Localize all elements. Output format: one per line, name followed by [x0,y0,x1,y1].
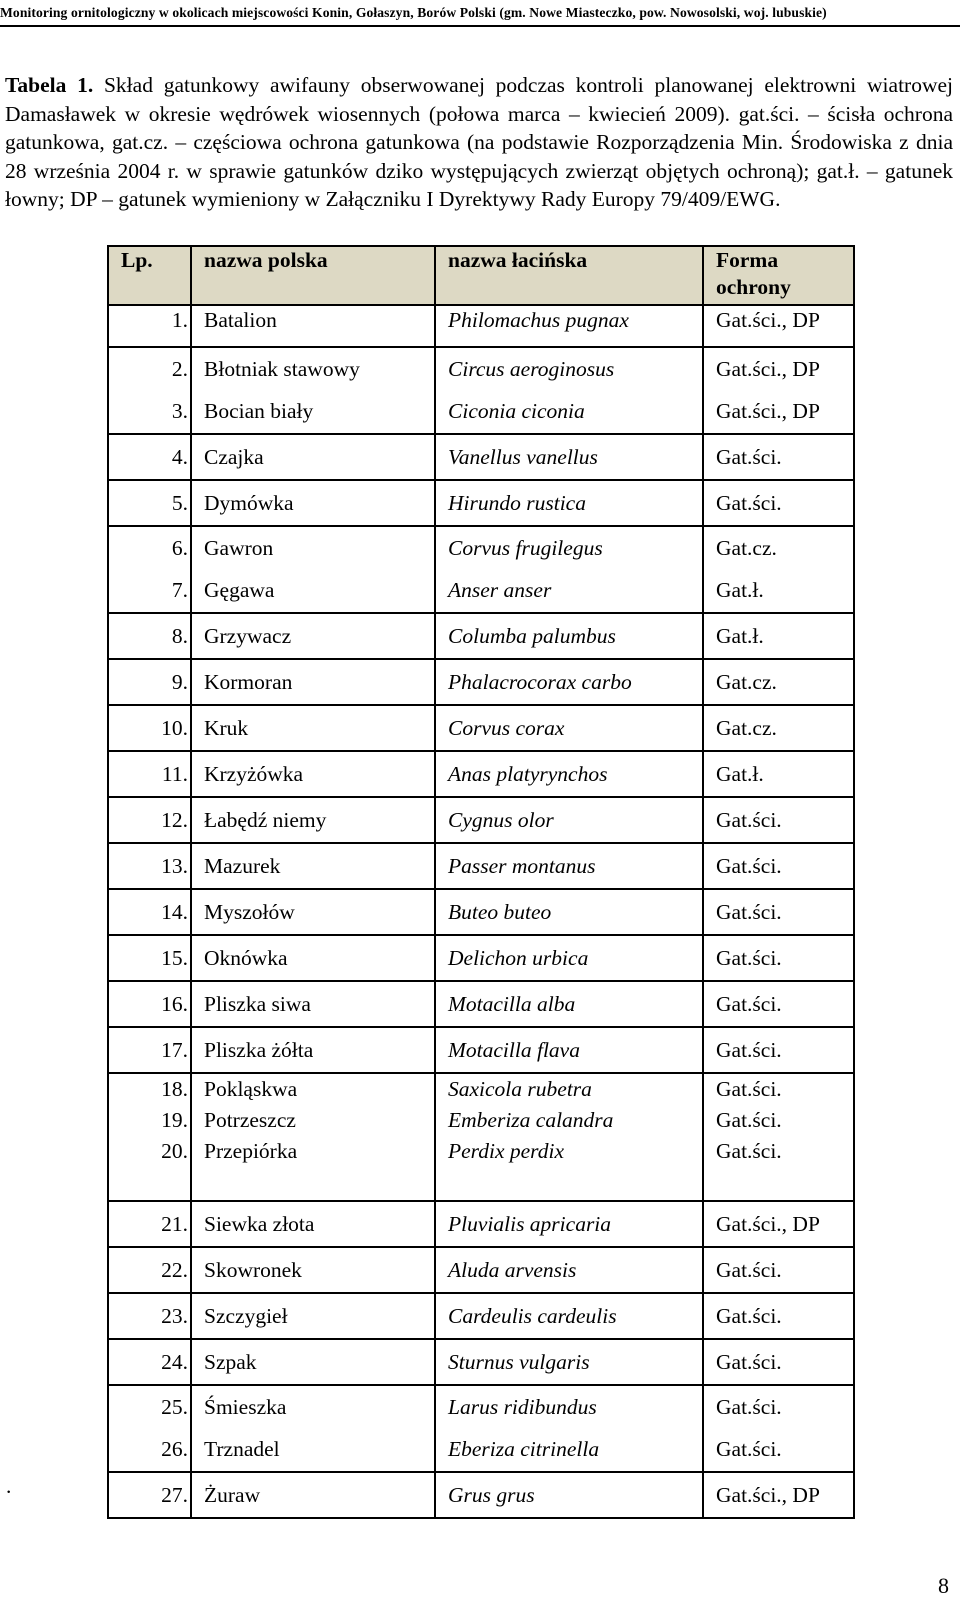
cell-latin-name-line: Grus grus [448,1483,535,1507]
cell-polish-name-line: Bocian biały [204,399,314,423]
table-row [108,480,854,526]
cell-latin-name-line: Pluvialis apricaria [448,1212,612,1236]
cell-lp [108,434,191,480]
cell-lp-line: 13. [161,854,188,878]
cell-lp-line: 19. [161,1108,188,1132]
cell-polish-name-line: Czajka [204,445,264,469]
cell-lp [108,1073,191,1201]
cell-polish-name [191,751,435,797]
cell-polish-name [191,1293,435,1339]
cell-protection [703,1385,854,1472]
species-table [107,245,855,1519]
cell-polish-name-line: Szczygieł [204,1304,288,1328]
table-row [108,305,854,347]
cell-latin-name [435,751,703,797]
cell-lp-line: 11. [161,762,188,786]
cell-lp-line: 1. [171,308,188,332]
cell-lp-line: 9. [171,670,188,694]
cell-protection-line: Gat.ści. [716,900,782,924]
cell-lp-line: 15. [161,946,188,970]
table-row [108,1201,854,1247]
table-row [108,1385,854,1472]
cell-latin-name [435,705,703,751]
cell-protection-line: Gat.ł. [716,762,764,786]
header-protection-line2: ochrony [716,275,791,299]
cell-polish-name-line: Potrzeszcz [204,1108,296,1132]
cell-lp-line: 24. [161,1350,188,1374]
running-head: Monitoring ornitologiczny w okolicach miejscowości Konin, Gołaszyn, Borów Polski (gm. Nowe Miasteczko, pow. Nowosolski, woj. lubuskie) [0,5,827,20]
cell-lp-line: 3. [171,399,188,423]
table-row [108,1247,854,1293]
cell-latin-name [435,305,703,347]
page-number: 8 [938,1573,949,1598]
cell-protection-line: Gat.ści. [716,491,782,515]
cell-latin-name [435,526,703,613]
cell-protection-line: Gat.cz. [716,670,777,694]
cell-polish-name [191,305,435,347]
header-polish-name: nazwa polska [191,246,435,305]
cell-polish-name-line: Śmieszka [204,1395,287,1419]
cell-protection [703,1472,854,1518]
table-row [108,1472,854,1518]
cell-lp [108,526,191,613]
table-row [108,526,854,613]
cell-latin-name [435,1293,703,1339]
cell-lp [108,705,191,751]
cell-protection [703,305,854,347]
cell-latin-name-line: Passer montanus [448,854,596,878]
cell-polish-name [191,935,435,981]
cell-polish-name-line: Skowronek [204,1258,302,1282]
cell-lp [108,889,191,935]
cell-polish-name [191,659,435,705]
cell-lp [108,613,191,659]
cell-latin-name-line: Emberiza calandra [448,1108,614,1132]
cell-polish-name [191,613,435,659]
cell-lp-line: 8. [171,624,188,648]
cell-polish-name [191,434,435,480]
cell-polish-name [191,1472,435,1518]
cell-protection-line: Gat.ści., DP [716,1212,820,1236]
cell-protection-line: Gat.ści. [716,1038,782,1062]
cell-latin-name [435,347,703,434]
cell-lp-line: 2. [171,357,188,381]
cell-lp-line: 12. [161,808,188,832]
cell-protection-line: Gat.ści. [716,1395,782,1419]
cell-lp [108,347,191,434]
cell-latin-name [435,981,703,1027]
table-row [108,843,854,889]
cell-protection-line: Gat.ł. [716,624,764,648]
cell-polish-name-line: Pliszka siwa [204,992,311,1016]
table-row [108,935,854,981]
cell-latin-name-line: Buteo buteo [448,900,552,924]
cell-protection [703,1247,854,1293]
cell-polish-name-line: Oknówka [204,946,288,970]
cell-protection-line: Gat.ści. [716,445,782,469]
cell-lp-line: 26. [161,1437,188,1461]
cell-lp [108,1385,191,1472]
cell-protection [703,889,854,935]
header-latin-name: nazwa łacińska [435,246,703,305]
table-header-row [108,246,854,305]
cell-polish-name-line: Myszołów [204,900,295,924]
cell-polish-name [191,347,435,434]
cell-polish-name [191,843,435,889]
cell-latin-name [435,434,703,480]
cell-protection-line: Gat.ści. [716,1139,782,1163]
cell-protection [703,659,854,705]
cell-protection [703,1073,854,1201]
cell-protection-line: Gat.ści. [716,1350,782,1374]
cell-latin-name [435,480,703,526]
cell-lp [108,797,191,843]
cell-latin-name [435,1027,703,1073]
cell-lp [108,1247,191,1293]
cell-protection [703,1027,854,1073]
cell-lp [108,1027,191,1073]
header-protection [703,246,854,305]
cell-polish-name-line: Mazurek [204,854,281,878]
cell-lp [108,480,191,526]
table-row [108,1027,854,1073]
cell-lp [108,1472,191,1518]
cell-polish-name-line: Dymówka [204,491,294,515]
table-row [108,613,854,659]
cell-protection [703,751,854,797]
cell-latin-name-line: Philomachus pugnax [448,308,629,332]
table-row [108,981,854,1027]
cell-protection-line: Gat.cz. [716,536,777,560]
cell-polish-name [191,1247,435,1293]
cell-latin-name [435,935,703,981]
cell-protection [703,347,854,434]
cell-latin-name-line: Eberiza citrinella [448,1437,600,1461]
cell-latin-name [435,1472,703,1518]
cell-latin-name-line: Motacilla alba [448,992,576,1016]
cell-protection-line: Gat.ści. [716,1108,782,1132]
table-row [108,659,854,705]
cell-lp-line: 17. [161,1038,188,1062]
cell-lp [108,1201,191,1247]
cell-latin-name [435,1073,703,1201]
cell-protection-line: Gat.ści. [716,1437,782,1461]
cell-polish-name [191,981,435,1027]
table-row [108,889,854,935]
cell-lp-line: 21. [161,1212,188,1236]
cell-polish-name [191,889,435,935]
cell-polish-name [191,797,435,843]
cell-protection-line: Gat.ści., DP [716,1483,820,1507]
cell-protection-line: Gat.ł. [716,578,764,602]
cell-latin-name [435,1385,703,1472]
cell-latin-name-line: Motacilla flava [448,1038,580,1062]
cell-latin-name-line: Anser anser [448,578,552,602]
cell-polish-name [191,1073,435,1201]
cell-lp [108,659,191,705]
cell-polish-name-line: Gęgawa [204,578,275,602]
cell-protection-line: Gat.ści. [716,1258,782,1282]
cell-latin-name [435,797,703,843]
cell-latin-name-line: Circus aeroginosus [448,357,615,381]
cell-polish-name-line: Przepiórka [204,1139,298,1163]
stray-mark: . [6,1474,12,1498]
cell-polish-name-line: Kormoran [204,670,293,694]
cell-lp-line: 5. [171,491,188,515]
cell-protection-line: Gat.ści. [716,854,782,878]
table-row [108,1339,854,1385]
cell-lp-line: 14. [161,900,188,924]
cell-protection [703,705,854,751]
cell-protection [703,526,854,613]
cell-protection-line: Gat.cz. [716,716,777,740]
cell-protection [703,480,854,526]
cell-lp [108,1293,191,1339]
cell-lp [108,751,191,797]
cell-polish-name-line: Kruk [204,716,249,740]
cell-lp-line: 23. [161,1304,188,1328]
caption-text: Skład gatunkowy awifauny obserwowanej podczas kontroli planowanej elektrowni wiatrowej Damasławek w okresie wędrówek wiosennych (połowa marca – kwiecień 2009). gat.ści. – ścisła ochrona gatunkowa, gat.cz. – częściowa ochrona gatunkowa (na podstawie Rozporządzenia Min. Środowiska z dnia 28 września 2004 r. w sprawie gatunków dziko występujących zwierząt objętych ochroną); gat.ł. – gatunek łowny; DP – gatunek wymieniony w Załączniku I Dyrektywy Rady Europy 79/409/EWG. [5,73,953,211]
cell-lp [108,1339,191,1385]
cell-lp-line: 18. [161,1077,188,1101]
cell-lp [108,935,191,981]
cell-latin-name-line: Phalacrocorax carbo [448,670,632,694]
cell-latin-name-line: Saxicola rubetra [448,1077,592,1101]
cell-protection [703,1339,854,1385]
header-rule [0,25,960,27]
table-caption [5,71,953,214]
cell-polish-name-line: Gawron [204,536,274,560]
cell-latin-name-line: Hirundo rustica [448,491,586,515]
cell-latin-name-line: Columba palumbus [448,624,616,648]
cell-latin-name-line: Sturnus vulgaris [448,1350,590,1374]
cell-lp [108,981,191,1027]
cell-polish-name-line: Siewka złota [204,1212,315,1236]
cell-protection [703,843,854,889]
cell-latin-name [435,1247,703,1293]
species-table-body [108,305,854,1518]
cell-lp-line: 7. [171,578,188,602]
cell-lp-line: 22. [161,1258,188,1282]
cell-protection-line: Gat.ści. [716,1304,782,1328]
cell-lp-line: 20. [161,1139,188,1163]
cell-polish-name-line: Krzyżówka [204,762,304,786]
header-lp: Lp. [108,246,191,305]
cell-latin-name-line: Cygnus olor [448,808,554,832]
cell-lp-line: 6. [171,536,188,560]
table-row [108,797,854,843]
caption-lead: Tabela 1. [5,73,94,97]
cell-polish-name-line: Batalion [204,308,277,332]
cell-lp [108,305,191,347]
cell-polish-name-line: Grzywacz [204,624,292,648]
cell-polish-name-line: Pliszka żółta [204,1038,314,1062]
cell-polish-name [191,1027,435,1073]
cell-polish-name [191,526,435,613]
cell-protection [703,981,854,1027]
cell-latin-name-line: Vanellus vanellus [448,445,598,469]
table-row [108,1293,854,1339]
table-row [108,751,854,797]
cell-protection [703,935,854,981]
cell-lp-line: 27. [161,1483,188,1507]
cell-latin-name-line: Aluda arvensis [448,1258,577,1282]
cell-lp-line: 10. [161,716,188,740]
cell-polish-name-line: Żuraw [204,1483,261,1507]
cell-protection-line: Gat.ści., DP [716,357,820,381]
cell-latin-name [435,613,703,659]
cell-polish-name-line: Łabędź niemy [204,808,327,832]
table-row [108,434,854,480]
cell-protection-line: Gat.ści., DP [716,399,820,423]
cell-latin-name [435,1339,703,1385]
cell-protection-line: Gat.ści. [716,946,782,970]
cell-polish-name-line: Trznadel [204,1437,280,1461]
table-row [108,1073,854,1201]
cell-lp [108,843,191,889]
cell-protection-line: Gat.ści. [716,992,782,1016]
cell-protection-line: Gat.ści. [716,1077,782,1101]
cell-latin-name-line: Cardeulis cardeulis [448,1304,617,1328]
cell-protection [703,797,854,843]
cell-latin-name-line: Anas platyrynchos [448,762,608,786]
cell-latin-name-line: Ciconia ciconia [448,399,585,423]
cell-latin-name [435,889,703,935]
cell-latin-name-line: Perdix perdix [448,1139,565,1163]
header-protection-line1: Forma [716,248,779,272]
table-row [108,347,854,434]
cell-latin-name-line: Delichon urbica [448,946,589,970]
cell-latin-name-line: Larus ridibundus [448,1395,597,1419]
cell-polish-name-line: Pokląskwa [204,1077,298,1101]
cell-lp-line: 16. [161,992,188,1016]
cell-polish-name [191,705,435,751]
cell-polish-name-line: Szpak [204,1350,257,1374]
cell-lp-line: 4. [171,445,188,469]
cell-latin-name [435,659,703,705]
cell-protection-line: Gat.ści., DP [716,308,820,332]
cell-latin-name-line: Corvus corax [448,716,565,740]
cell-polish-name [191,480,435,526]
cell-protection [703,1293,854,1339]
cell-protection [703,1201,854,1247]
cell-polish-name-line: Błotniak stawowy [204,357,360,381]
cell-latin-name [435,843,703,889]
cell-protection [703,613,854,659]
cell-polish-name [191,1201,435,1247]
cell-lp-line: 25. [161,1395,188,1419]
cell-polish-name [191,1385,435,1472]
cell-protection [703,434,854,480]
cell-polish-name [191,1339,435,1385]
table-row [108,705,854,751]
cell-latin-name-line: Corvus frugilegus [448,536,603,560]
cell-latin-name [435,1201,703,1247]
cell-protection-line: Gat.ści. [716,808,782,832]
